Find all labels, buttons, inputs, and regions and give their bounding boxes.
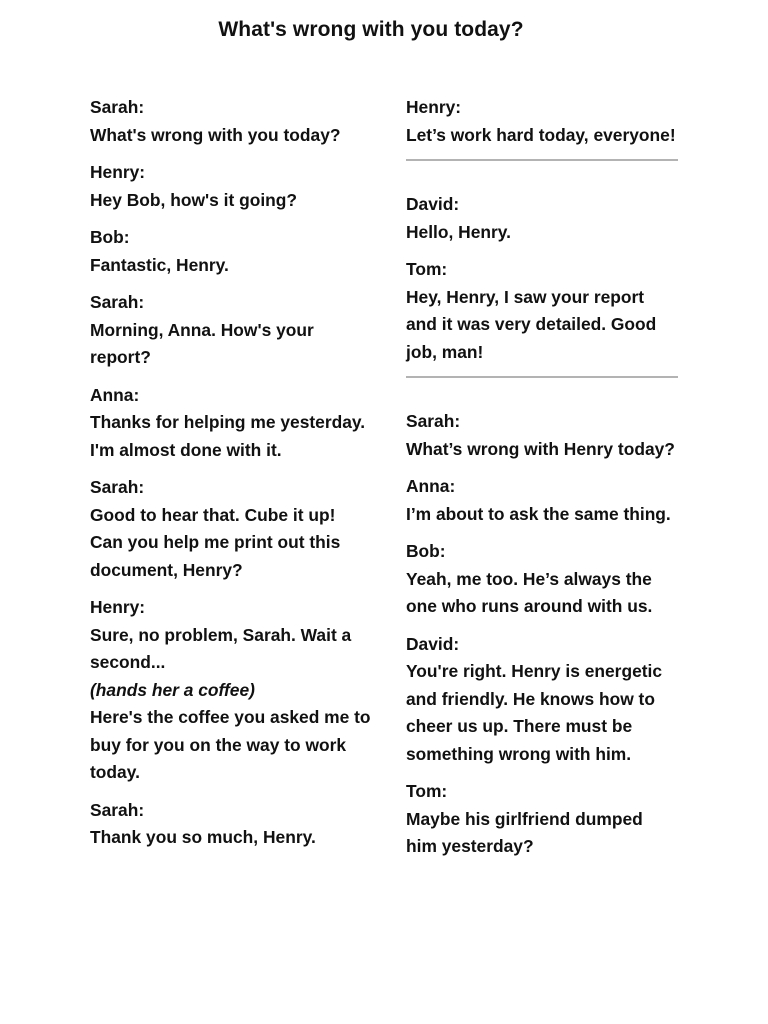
dialogue-line: Sure, no problem, Sarah. Wait a second... [90,624,352,672]
speaker-name: Anna: [90,384,140,405]
dialogue-line: What's wrong with you today? [90,124,341,145]
dialogue-entry [406,94,678,149]
dialogue-entry [90,159,372,214]
speaker-name: Bob: [406,541,446,561]
speaker-name: Anna: [406,476,456,496]
dialogue-entry [406,538,678,621]
dialogue-line: Good to hear that. Cube it up! Can you help me print out this document, Henry? [90,504,341,580]
dialogue-entry [90,224,372,279]
dialogue-line: Thanks for helping me yesterday. I'm almost done with it. [90,412,366,460]
stage-direction: (hands her a coffee) [90,679,255,700]
speaker-name: Sarah: [90,799,145,820]
dialogue-entry [406,191,678,246]
dialogue-entry [90,289,372,372]
speaker-name: Sarah: [90,477,145,497]
page-title: What's wrong with you today? [218,18,524,41]
dialogue-line: I’m about to ask the same thing. [406,503,671,524]
dialogue-entry [406,631,678,769]
dialogue-entry [90,797,372,852]
dialogue-entry [90,94,372,149]
left-dialogue-column [90,94,372,862]
dialogue-line: Let’s work hard today, everyone! [406,124,676,145]
dialogue-entry [90,382,372,465]
dialogue-line: You're right. Henry is energetic and friendly. He knows how to cheer us up. There must be something wrong with him. [406,661,663,764]
speaker-name: Sarah: [90,97,145,117]
section-divider [406,159,678,161]
right-dialogue-column [406,94,678,871]
dialogue-entry [406,256,678,366]
dialogue-entry [90,594,372,787]
dialogue-line: Hello, Henry. [406,221,512,242]
speaker-name: David: [406,194,460,214]
dialogue-line: Thank you so much, Henry. [90,827,316,847]
dialogue-entry [406,473,678,528]
dialogue-entry [90,474,372,584]
speaker-name: Sarah: [90,292,145,312]
speaker-name: Henry: [90,162,146,182]
section-divider [406,376,678,378]
dialogue-line: Here's the coffee you asked me to buy for you on the way to work today. [90,707,371,782]
dialogue-line: Maybe his girlfriend dumped him yesterday? [406,808,643,856]
speaker-name: Tom: [406,781,448,801]
dialogue-line: Fantastic, Henry. [90,254,229,275]
speaker-name: Henry: [406,97,462,117]
dialogue-entry [406,778,678,861]
dialogue-line: Hey, Henry, I saw your report and it was very detailed. Good job, man! [406,286,657,362]
dialogue-entry [406,408,678,463]
dialogue-line: Morning, Anna. How's your report? [90,319,314,367]
speaker-name: Henry: [90,597,146,617]
speaker-name: David: [406,633,460,654]
dialogue-line: Hey Bob, how's it going? [90,189,298,210]
dialogue-line: Yeah, me too. He’s always the one who runs around with us. [406,568,653,616]
speaker-name: Bob: [90,227,130,247]
dialogue-line: What’s wrong with Henry today? [406,438,675,459]
speaker-name: Tom: [406,259,448,279]
speaker-name: Sarah: [406,411,461,431]
